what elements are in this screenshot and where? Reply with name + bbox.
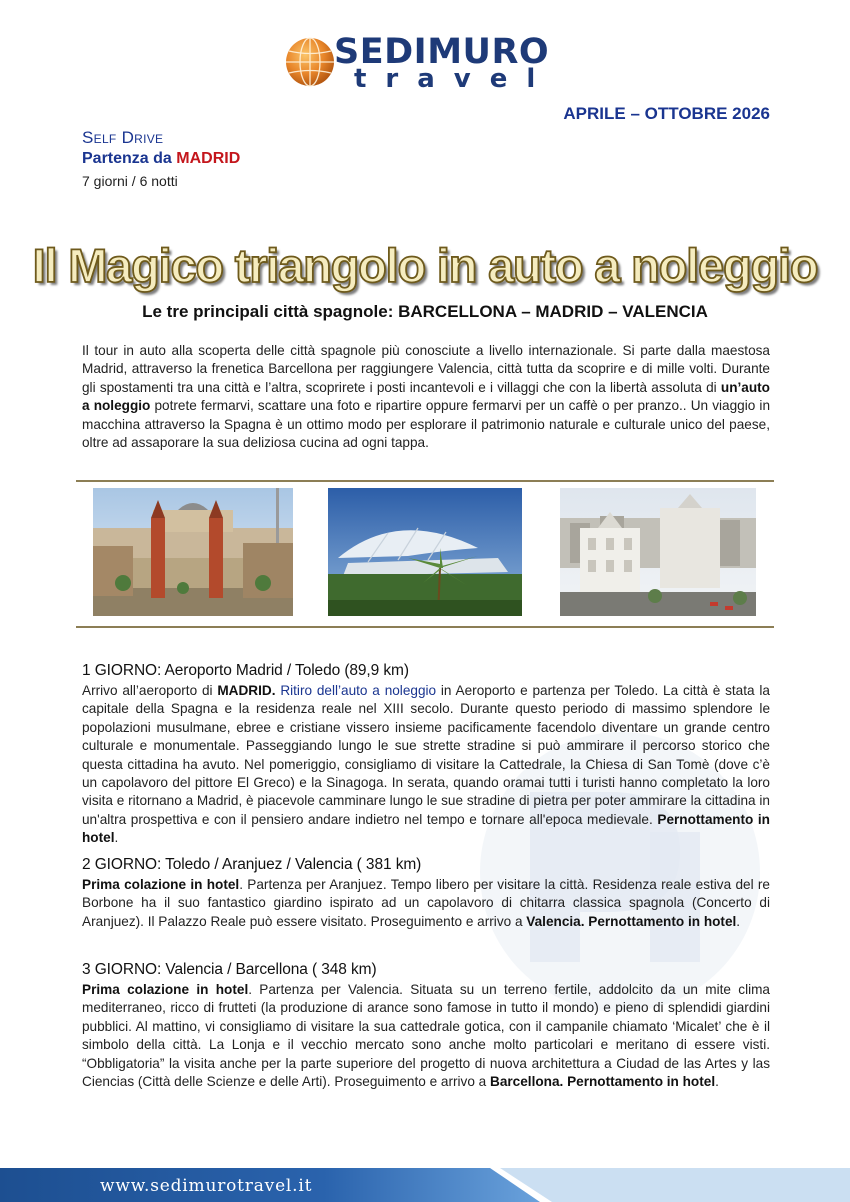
day-1-title: 1 GIORNO: Aeroporto Madrid / Toledo (89,9 km) <box>82 662 409 679</box>
day-2-text <box>82 876 770 931</box>
day-1-text-2: in Aeroporto e partenza per Toledo. La città è stata la capitale della Spagna e la residenza reale nel XIII secolo. Durante questo periodo di massimo splendore le popolazioni musulmane, ebree e cristiane vissero insieme pacificamente facendolo diventare un grande centro culturale e monumentale. Passeggiando lungo le sue strette stradine si può ammirare il percorso storico che questa cittadina ha avuto. Nel pomeriggio, consigliamo di visitare la Cattedrale, la Chiesa di San Tomè (dove c’è un capolavoro del pittore El Greco) e la Sinagoga. In serata, quando oramai tutti i turisti hanno completato la loro visita e ritornano a Madrid, è piacevole camminare lungo le sue stradine di pietra per poter ammirare la cittadina in un'altra prospettiva e con il pensiero andare indietro nel tempo e tornare all'epoca medievale. <box>82 683 770 827</box>
day-1-text <box>82 682 770 848</box>
departure-label: Partenza da <box>82 150 172 167</box>
intro-highlight: un’auto a noleggio <box>82 379 770 414</box>
divider-top <box>76 480 774 482</box>
day-3-text-1: . Partenza per Valencia. Situata su un terreno fertile, addolcito da un mite clima mediterraneo, ricco di frutteti (la produzione di arance sono famose in tutto il mondo) e pieno di splendidi giardini pubblici. Al mattino, vi consigliamo di visitare la sua cattedrale gotica, con il campanile chiamato ‘Micalet’ che è il simbolo della città. La Lonja e il vecchio mercato sono anche molto particolari e meritano di essere visti. “Obbligatoria” la visita anche per la parte superiore del progetto di nuova architettura a Ciudad de las Artes y las Ciencias (Città delle Scienze e delle Arti). Proseguimento e arrivo a <box>82 982 770 1090</box>
day-3-text <box>82 981 770 1091</box>
page-title: Il Magico triangolo in auto a noleggio <box>32 239 818 292</box>
day-1-bold-1: MADRID. <box>217 683 276 698</box>
day-2-text-2: . <box>736 913 741 929</box>
day-2-bold-2: Valencia. Pernottamento in hotel <box>526 913 737 929</box>
day-1-text-1: Arrivo all’aeroporto di <box>82 683 218 698</box>
day-3-bold-2: Barcellona. Pernottamento in hotel <box>490 1074 716 1090</box>
brand-tagline: travel <box>354 64 555 94</box>
day-2-bold-1: Prima colazione in hotel <box>82 877 240 892</box>
day-3-bold-1: Prima colazione in hotel <box>82 982 249 997</box>
season-dates: APRILE – OTTOBRE 2026 <box>563 104 770 123</box>
departure <box>82 150 240 168</box>
day-3-title: 3 GIORNO: Valencia / Barcellona ( 348 km) <box>82 961 377 978</box>
duration: 7 giorni / 6 notti <box>82 173 178 189</box>
photo-barcellona <box>93 488 293 616</box>
brand-name: SEDIMURO <box>334 32 550 72</box>
globe-icon <box>284 36 336 88</box>
day-3-text-2: . <box>715 1074 719 1090</box>
day-1-car-pickup: Ritiro dell’auto a noleggio <box>275 683 437 698</box>
intro-text-1: Il tour in auto alla scoperta delle città spagnole più conosciute a livello internazionale. Si parte dalla maestosa Madrid, attraverso la frenetica Barcellona per raggiungere Valencia, città tutta da scoprire e di mille volti. Durante gli spostamenti tra una città e l’altra, scoprirete i posti incantevoli e i villaggi che con la libertà assoluta di <box>82 343 770 395</box>
photo-madrid <box>560 488 756 616</box>
day-1-text-3: . <box>114 830 119 846</box>
day-2-text-1: . Partenza per Aranjuez. Tempo libero per visitare la città. Residenza reale estiva del re Borbone ha il suo fantastico giardino ispirato ad un capolavoro di chitarra classica spagnola (Concerto di Aranjuez). Il Palazzo Reale può essere visitato. Proseguimento e arrivo a <box>82 877 770 929</box>
day-2-title: 2 GIORNO: Toledo / Aranjuez / Valencia ( 381 km) <box>82 856 422 873</box>
day-1-bold-2: Pernottamento in hotel <box>82 811 770 846</box>
intro-text-2: potrete fermarvi, scattare una foto e ripartire oppure fermarvi per un caffè o per pranzo.. Un viaggio in macchina attraverso la Spagna è un ottimo modo per esplorare il patrimonio naturale e culturale unico del paese, oltre ad assaporare la sua deliziosa cucina ad ogni tappa. <box>82 398 770 451</box>
tour-type: Self Drive <box>82 128 164 147</box>
intro-paragraph <box>82 342 770 452</box>
departure-city: MADRID <box>176 150 241 167</box>
brand-logo <box>284 34 584 94</box>
divider-bottom <box>76 626 774 628</box>
photo-valencia <box>328 488 522 616</box>
footer-website-link[interactable]: www.sedimurotravel.it <box>100 1176 313 1196</box>
subtitle: Le tre principali città spagnole: BARCELLONA – MADRID – VALENCIA <box>142 302 708 321</box>
